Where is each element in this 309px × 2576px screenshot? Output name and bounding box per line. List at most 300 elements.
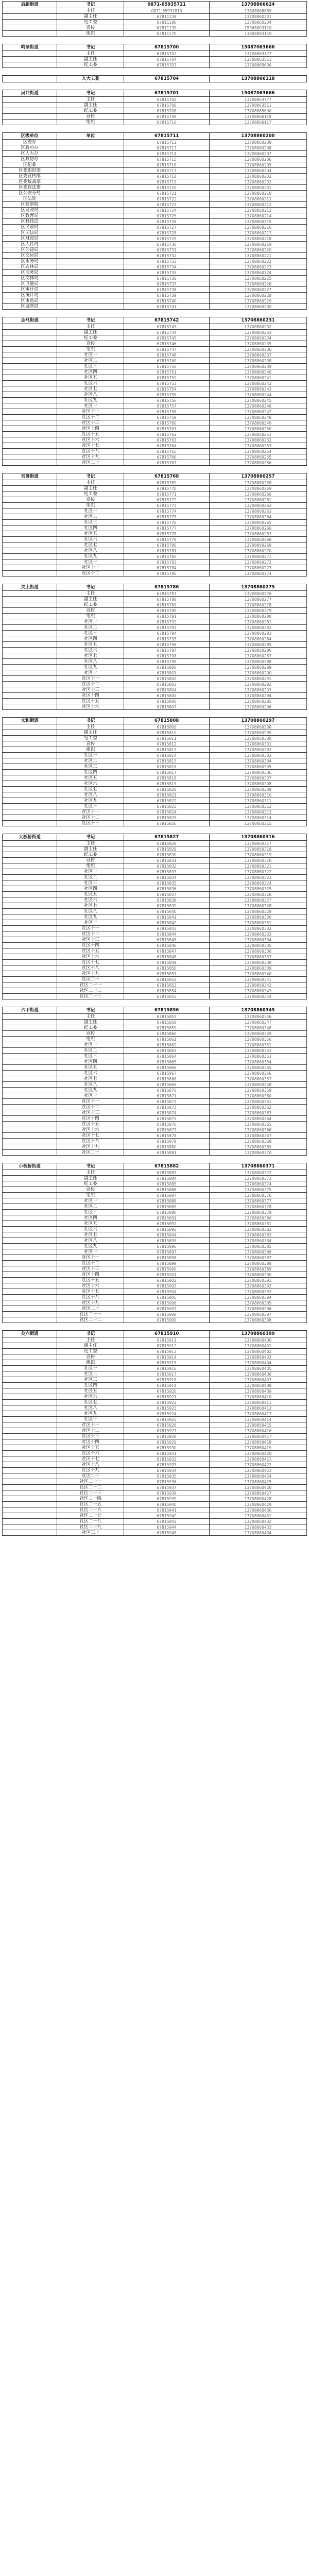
role-cell: 社区九 [57, 914, 124, 920]
office-phone-cell: 67815722 [124, 196, 209, 202]
unit-cell [3, 653, 57, 659]
table-row [3, 443, 307, 449]
role-cell: 社区二十 [57, 1473, 124, 1479]
role-cell: 纪工委 [57, 1349, 124, 1354]
role-cell: 社区三 [57, 1054, 124, 1059]
office-phone-cell: 67815738 [124, 287, 209, 293]
unit-cell [3, 358, 57, 364]
table-row [3, 659, 307, 665]
role-cell: 社区十七 [57, 1456, 124, 1462]
mobile-phone-cell: 13708865600 [209, 108, 306, 114]
office-phone-cell: 67815818 [124, 775, 209, 781]
role-cell: 社区八 [57, 909, 124, 914]
mobile-phone-cell: 13708860374 [209, 1181, 306, 1187]
office-phone-cell: 67815724 [124, 208, 209, 213]
section-header-cell: 矣六街道 [3, 1331, 57, 1337]
role-cell: 主任 [57, 480, 124, 486]
table-row [3, 381, 307, 386]
role-cell: 社区二十九 [57, 1524, 124, 1530]
office-phone-cell: 67815924 [124, 1411, 209, 1417]
mobile-phone-cell: 13708860244 [209, 392, 306, 398]
table-row [3, 174, 307, 179]
unit-cell: 区商务局 [3, 270, 57, 276]
table-row [3, 1238, 307, 1244]
office-phone-cell: 67815702 [124, 51, 209, 57]
table-row [3, 1082, 307, 1088]
table-row [3, 1439, 307, 1445]
unit-cell [3, 364, 57, 369]
unit-cell [3, 875, 57, 880]
office-phone-cell: 67815760 [124, 420, 209, 426]
table-row [3, 1400, 307, 1405]
mobile-phone-cell: 13708860429 [209, 1502, 306, 1507]
unit-cell [3, 1014, 57, 1020]
table-row [3, 602, 307, 608]
table-row [3, 1411, 307, 1417]
office-phone-cell: 67815764 [124, 443, 209, 449]
office-phone-cell: 67815883 [124, 1170, 209, 1176]
role-cell: 社区一 [57, 753, 124, 758]
mobile-phone-cell: 13708860289 [209, 665, 306, 670]
table-row [3, 1261, 307, 1266]
mobile-phone-cell: 13708860288 [209, 659, 306, 665]
unit-cell [3, 1417, 57, 1422]
table-row [3, 1014, 307, 1020]
role-cell: 社区十一 [57, 1255, 124, 1261]
office-phone-cell: 67815909 [124, 1317, 209, 1323]
office-phone-cell: 67815785 [124, 571, 209, 577]
office-phone-cell: 67815887 [124, 1193, 209, 1198]
office-phone-cell: 67815891 [124, 1215, 209, 1221]
unit-cell [3, 977, 57, 982]
mobile-phone-cell: 13708860419 [209, 1445, 306, 1451]
mobile-phone-cell: 13708860245 [209, 398, 306, 403]
unit-cell [3, 492, 57, 497]
unit-cell [3, 20, 57, 25]
office-phone-cell: 67815798 [124, 653, 209, 659]
unit-cell [3, 554, 57, 560]
table-row [3, 994, 307, 999]
table-row [3, 103, 307, 108]
role-cell: 社区五 [57, 892, 124, 897]
table-row [3, 259, 307, 264]
mobile-phone-cell: 13708860358 [209, 1082, 306, 1088]
role-cell: 社区十 [57, 804, 124, 809]
role-cell: 主任 [57, 8, 124, 14]
section-header-cell: 13708860275 [209, 584, 306, 591]
table-row [3, 1445, 307, 1451]
role-cell: 社区四 [57, 636, 124, 642]
table-row [3, 514, 307, 520]
mobile-phone-cell: 13708860395 [209, 1300, 306, 1306]
table-row [3, 1462, 307, 1468]
office-phone-cell: 67815834 [124, 875, 209, 880]
unit-cell [3, 531, 57, 537]
role-cell: 副主任 [57, 1176, 124, 1181]
mobile-phone-cell: 13708860324 [209, 880, 306, 886]
table-row [3, 57, 307, 62]
unit-cell [3, 1170, 57, 1176]
unit-cell [3, 1405, 57, 1411]
table-row [3, 1434, 307, 1439]
mobile-phone-cell: 13708865600 [209, 62, 306, 68]
mobile-phone-cell: 13708860348 [209, 1025, 306, 1031]
role-cell [57, 298, 124, 304]
table-row [3, 213, 307, 219]
mobile-phone-cell: 13708860382 [209, 1227, 306, 1232]
table-row [3, 892, 307, 897]
section-header-cell: 15087063666 [209, 44, 306, 51]
office-phone-cell: 67811138 [124, 14, 209, 20]
table-row [3, 1210, 307, 1215]
section-gap [2, 68, 307, 75]
role-cell [57, 145, 124, 151]
table-row [3, 670, 307, 676]
office-phone-cell: 67815842 [124, 920, 209, 926]
table-row [3, 988, 307, 994]
table-row [3, 432, 307, 437]
mobile-phone-cell: 13708863777 [209, 51, 306, 57]
section-header-cell: 书记 [57, 473, 124, 480]
role-cell: 社区二十六 [57, 1507, 124, 1513]
role-cell: 社区十三 [57, 687, 124, 693]
role-cell: 社区六 [57, 648, 124, 653]
table-row [3, 1144, 307, 1150]
role-cell: 社区十二 [57, 682, 124, 687]
role-cell: 社区十四 [57, 1439, 124, 1445]
role-cell: 社区十八 [57, 1462, 124, 1468]
office-phone-cell: 67815843 [124, 926, 209, 931]
role-cell: 社区十二 [57, 931, 124, 937]
mobile-phone-cell: 13708860270 [209, 548, 306, 554]
table-row [3, 1176, 307, 1181]
table-row [3, 1249, 307, 1255]
role-cell: 社区三 [57, 364, 124, 369]
unit-cell [3, 324, 57, 330]
directory-section-table [2, 473, 307, 577]
table-row [3, 140, 307, 145]
office-phone-cell: 67815734 [124, 264, 209, 270]
mobile-phone-cell: 13708860220 [209, 247, 306, 253]
table-row [3, 1088, 307, 1093]
mobile-phone-cell: 13708860432 [209, 1519, 306, 1524]
role-cell: 社区十 [57, 1249, 124, 1255]
table-row [3, 1133, 307, 1139]
table-row [3, 225, 307, 230]
office-phone-cell: 67815814 [124, 753, 209, 758]
mobile-phone-cell: 13708860202 [209, 179, 306, 185]
mobile-phone-cell: 13708860268 [209, 537, 306, 543]
unit-cell [3, 770, 57, 775]
directory-section-table [2, 132, 307, 310]
mobile-phone-cell: 13708860204 [209, 20, 306, 25]
unit-cell [3, 1411, 57, 1417]
office-phone-cell: 67815890 [124, 1210, 209, 1215]
table-row [3, 625, 307, 631]
table-row [3, 1187, 307, 1193]
mobile-phone-cell: 13708860236 [209, 347, 306, 352]
unit-cell [3, 815, 57, 821]
mobile-phone-cell: 13708860238 [209, 358, 306, 364]
mobile-phone-cell: 13708860372 [209, 1170, 306, 1176]
office-phone-cell: 67815933 [124, 1462, 209, 1468]
unit-cell: 区纪委 [3, 162, 57, 168]
unit-cell: 区委政法委 [3, 185, 57, 191]
unit-cell [3, 897, 57, 903]
table-row [3, 1116, 307, 1122]
office-phone-cell: 67815907 [124, 1306, 209, 1312]
unit-cell [3, 97, 57, 103]
mobile-phone-cell: 13708860315 [209, 821, 306, 826]
office-phone-cell: 67815858 [124, 1020, 209, 1025]
role-cell [57, 168, 124, 174]
mobile-phone-cell: 13708860293 [209, 687, 306, 693]
unit-cell [3, 1394, 57, 1400]
office-phone-cell: 67815922 [124, 1400, 209, 1405]
mobile-phone-cell: 13708860237 [209, 352, 306, 358]
mobile-phone-cell: 13708860421 [209, 1456, 306, 1462]
office-phone-cell: 67815769 [124, 480, 209, 486]
mobile-phone-cell: 13708860404 [209, 1360, 306, 1366]
office-phone-cell: 67815917 [124, 1371, 209, 1377]
unit-cell: 区水务局 [3, 259, 57, 264]
office-phone-cell: 67815849 [124, 960, 209, 965]
mobile-phone-cell: 13708860328 [209, 903, 306, 909]
mobile-phone-cell: 13708860363 [209, 1110, 306, 1116]
table-row [3, 1343, 307, 1349]
table-row [3, 775, 307, 781]
table-row [3, 741, 307, 747]
role-cell [57, 162, 124, 168]
role-cell: 宣传 [57, 1031, 124, 1037]
office-phone-cell: 67815815 [124, 758, 209, 764]
mobile-phone-cell: 13708860219 [209, 242, 306, 247]
table-row [3, 230, 307, 236]
unit-cell [3, 392, 57, 398]
unit-cell [3, 597, 57, 602]
mobile-phone-cell: 13708860252 [209, 437, 306, 443]
unit-cell [3, 571, 57, 577]
role-cell: 社区七 [57, 1400, 124, 1405]
role-cell: 社区二十 [57, 977, 124, 982]
role-cell: 社区二十一 [57, 1479, 124, 1485]
role-cell: 社区十五 [57, 432, 124, 437]
role-cell [57, 151, 124, 157]
section-header-row [3, 834, 307, 841]
unit-cell [3, 821, 57, 826]
office-phone-cell: 67815795 [124, 636, 209, 642]
unit-cell [3, 1065, 57, 1071]
unit-cell [3, 693, 57, 699]
office-phone-cell: 67815807 [124, 704, 209, 710]
office-phone-cell: 67815844 [124, 931, 209, 937]
unit-cell [3, 920, 57, 926]
section-header-cell: 鸣翠街道 [3, 44, 57, 51]
unit-cell [3, 1105, 57, 1110]
section-gap [2, 826, 307, 834]
unit-cell [3, 398, 57, 403]
mobile-phone-cell: 13708860256 [209, 460, 306, 466]
office-phone-cell: 67815714 [124, 151, 209, 157]
unit-cell [3, 1507, 57, 1513]
mobile-phone-cell: 13708860389 [209, 1266, 306, 1272]
section-header-cell: 13708860399 [209, 1331, 306, 1337]
section-header-cell: 67815856 [124, 1007, 209, 1014]
mobile-phone-cell: 13708860278 [209, 602, 306, 608]
office-phone-cell: 67815759 [124, 415, 209, 420]
office-phone-cell: 67815715 [124, 157, 209, 162]
role-cell: 社区十三 [57, 1110, 124, 1116]
role-cell: 社区十五 [57, 1122, 124, 1127]
table-row [3, 665, 307, 670]
table-row [3, 687, 307, 693]
unit-cell: 区委组织部 [3, 168, 57, 174]
table-row [3, 1278, 307, 1283]
unit-cell [3, 1371, 57, 1377]
office-phone-cell: 67815745 [124, 335, 209, 341]
table-row [3, 364, 307, 369]
office-phone-cell: 67815854 [124, 988, 209, 994]
unit-cell [3, 792, 57, 798]
table-row [3, 492, 307, 497]
table-row [3, 145, 307, 151]
unit-cell [3, 699, 57, 704]
office-phone-cell: 67815735 [124, 270, 209, 276]
role-cell: 纪工委 [57, 736, 124, 741]
unit-cell [3, 764, 57, 770]
role-cell: 社区十七 [57, 443, 124, 449]
table-row [3, 792, 307, 798]
mobile-phone-cell: 13708860249 [209, 420, 306, 426]
unit-cell [3, 687, 57, 693]
section-header-cell: 金马街道 [3, 317, 57, 324]
role-cell: 社区二十一 [57, 982, 124, 988]
role-cell [57, 157, 124, 162]
section-header-cell: 人大工委 [57, 76, 124, 82]
unit-cell [3, 1244, 57, 1249]
office-phone-cell: 67815789 [124, 602, 209, 608]
table-row [3, 758, 307, 764]
table-row [3, 619, 307, 625]
role-cell: 社区一 [57, 1198, 124, 1204]
mobile-phone-cell: 13708860242 [209, 381, 306, 386]
role-cell: 社区八 [57, 1238, 124, 1244]
table-row [3, 1150, 307, 1156]
table-row [3, 330, 307, 335]
table-row [3, 202, 307, 208]
section-header-cell: 13708860345 [209, 1007, 306, 1014]
role-cell: 社区十七 [57, 1133, 124, 1139]
table-row [3, 852, 307, 858]
table-row [3, 1221, 307, 1227]
role-cell: 社区二 [57, 514, 124, 520]
section-gap [2, 710, 307, 717]
role-cell: 社区十二 [57, 1428, 124, 1434]
unit-cell [3, 1473, 57, 1479]
table-row [3, 1272, 307, 1278]
role-cell: 主任 [57, 51, 124, 57]
office-phone-cell: 67815873 [124, 1105, 209, 1110]
mobile-phone-cell: 13708860409 [209, 1388, 306, 1394]
mobile-phone-cell: 13708860314 [209, 815, 306, 821]
office-phone-cell: 67815855 [124, 994, 209, 999]
table-row [3, 965, 307, 971]
role-cell: 社区十二 [57, 1261, 124, 1266]
role-cell: 社区十二 [57, 571, 124, 577]
table-row [3, 1479, 307, 1485]
table-row [3, 753, 307, 758]
role-cell: 社区二十 [57, 1150, 124, 1156]
table-row [3, 682, 307, 687]
table-row [3, 1031, 307, 1037]
role-cell: 社区二十三 [57, 1490, 124, 1496]
role-cell: 组织 [57, 614, 124, 619]
table-row [3, 1139, 307, 1144]
mobile-phone-cell: 13708860342 [209, 982, 306, 988]
unit-cell [3, 403, 57, 409]
table-row [3, 14, 307, 20]
unit-cell [3, 1451, 57, 1456]
table-row [3, 1428, 307, 1434]
unit-cell [3, 1300, 57, 1306]
role-cell [57, 270, 124, 276]
office-phone-cell: 67815761 [124, 426, 209, 432]
office-phone-cell: 67815770 [124, 486, 209, 492]
mobile-phone-cell: 13708860353 [209, 1054, 306, 1059]
office-phone-cell: 67815765 [124, 449, 209, 454]
role-cell: 组织 [57, 1360, 124, 1366]
role-cell: 主任 [57, 841, 124, 846]
unit-cell [3, 886, 57, 892]
table-row [3, 858, 307, 863]
table-row [3, 1473, 307, 1479]
mobile-phone-cell: 13708860341 [209, 977, 306, 982]
role-cell: 社区十八 [57, 449, 124, 454]
role-cell: 社区十三 [57, 937, 124, 943]
role-cell: 社区十一 [57, 809, 124, 815]
table-row [3, 352, 307, 358]
unit-cell [3, 619, 57, 625]
mobile-phone-cell: 13708860215 [209, 219, 306, 225]
unit-cell [3, 914, 57, 920]
role-cell: 组织 [57, 503, 124, 509]
unit-cell [3, 443, 57, 449]
unit-cell [3, 1445, 57, 1451]
table-row [3, 1456, 307, 1462]
directory-section-table [2, 1007, 307, 1156]
section-header-cell: 67815768 [124, 473, 209, 480]
role-cell: 社区四 [57, 886, 124, 892]
unit-cell: 区城管局 [3, 304, 57, 310]
role-cell: 副主任 [57, 730, 124, 736]
table-row [3, 120, 307, 125]
mobile-phone-cell: 13708860254 [209, 449, 306, 454]
office-phone-cell: 67815757 [124, 403, 209, 409]
role-cell: 社区十 [57, 920, 124, 926]
office-phone-cell: 67815868 [124, 1076, 209, 1082]
mobile-phone-cell: 13708860416 [209, 1428, 306, 1434]
role-cell [57, 236, 124, 242]
table-row [3, 437, 307, 443]
office-phone-cell: 67815830 [124, 852, 209, 858]
mobile-phone-cell: 13708860207 [209, 151, 306, 157]
section-gap [2, 1536, 307, 1543]
office-phone-cell: 67815945 [124, 1530, 209, 1536]
office-phone-cell: 67815813 [124, 747, 209, 753]
role-cell: 社区九 [57, 554, 124, 560]
role-cell: 社区十 [57, 1093, 124, 1099]
unit-cell [3, 625, 57, 631]
